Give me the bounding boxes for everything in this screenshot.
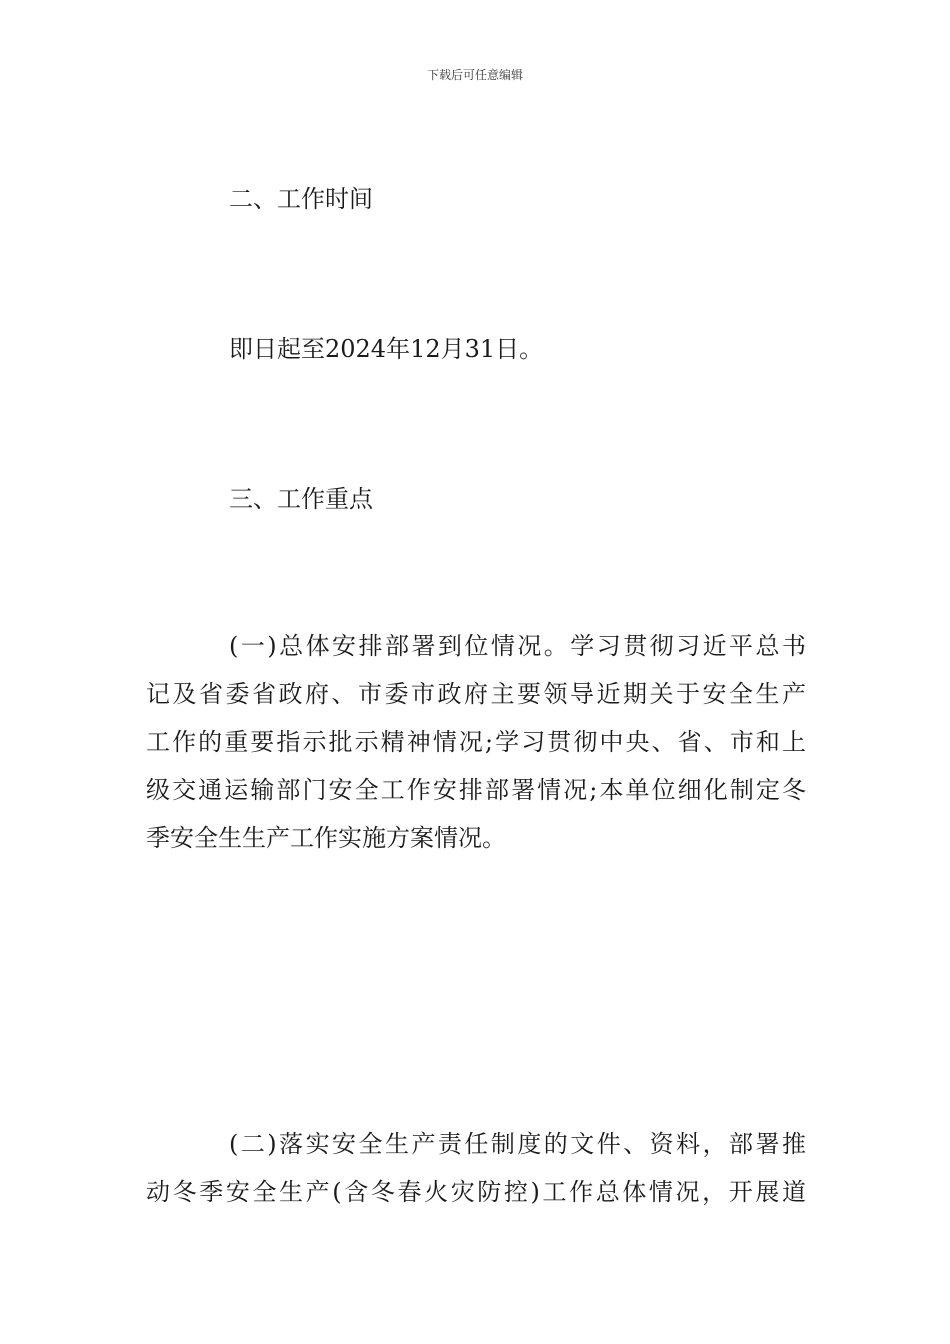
paragraph-line: 动冬季安全生产(含冬春火灾防控)工作总体情况，开展道: [146, 1178, 806, 1206]
work-time-text: 即日起至2024年12月31日。: [229, 335, 544, 363]
section-heading-work-time: 二、工作时间: [229, 185, 373, 213]
paragraph-line: 级交通运输部门安全工作安排部署情况;本单位细化制定冬: [146, 776, 806, 804]
paragraph-overall-arrangement: [146, 622, 806, 862]
paragraph-responsibility-system: [146, 1120, 806, 1216]
paragraph-line: 记及省委省政府、市委市政府主要领导近期关于安全生产: [146, 680, 806, 708]
section-heading-work-focus: 三、工作重点: [229, 485, 373, 513]
paragraph-line: (二)落实安全生产责任制度的文件、资料，部署推: [229, 1130, 806, 1158]
paragraph-line: (一)总体安排部署到位情况。学习贯彻习近平总书: [229, 632, 806, 660]
paragraph-line: 季安全生生产工作实施方案情况。: [146, 824, 506, 852]
paragraph-line: 工作的重要指示批示精神情况;学习贯彻中央、省、市和上: [146, 728, 806, 756]
page-header-note: 下载后可任意编辑: [426, 68, 523, 82]
